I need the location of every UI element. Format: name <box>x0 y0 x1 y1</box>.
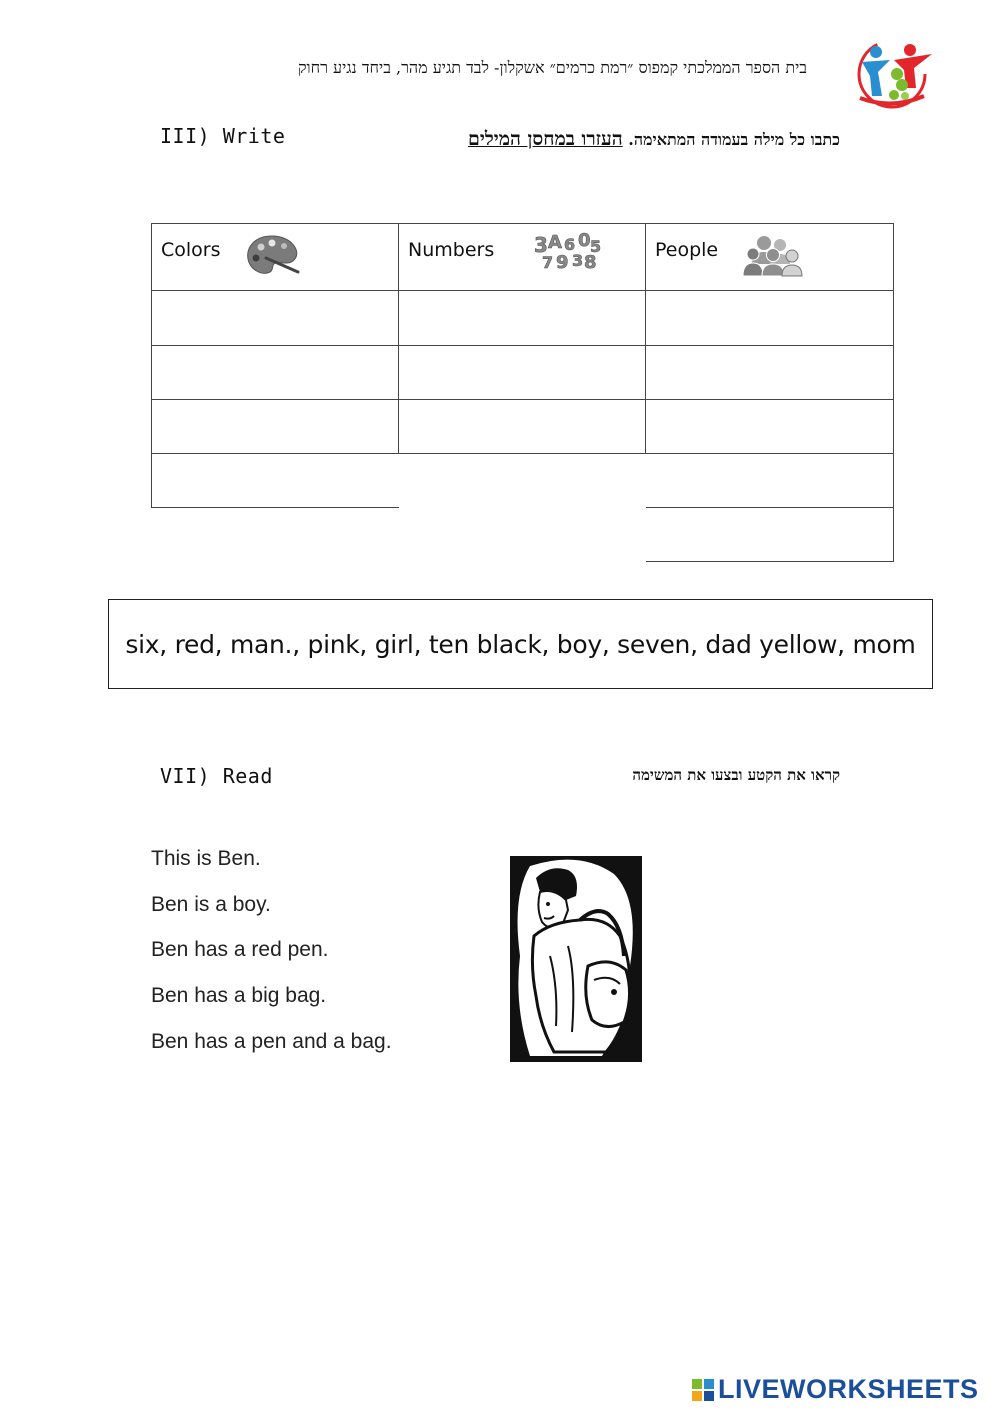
svg-text:3: 3 <box>572 251 584 270</box>
word-bank-reference: העזרו במחסן המילים <box>468 128 623 150</box>
boy-with-backpack-picture <box>510 856 642 1062</box>
people-icon <box>742 234 804 278</box>
svg-text:6: 6 <box>564 235 576 254</box>
liveworksheets-wordmark: LIVEWORKSHEETS <box>718 1374 979 1404</box>
liveworksheets-logo-icon <box>692 1379 714 1401</box>
palette-icon <box>244 232 304 278</box>
table-line <box>893 223 894 562</box>
numbers-answer-cell[interactable] <box>399 346 645 399</box>
table-line <box>151 507 399 508</box>
read-instruction: קראו את הקטע ובצעו את המשימה <box>632 766 840 784</box>
write-section-title: III) Write <box>160 124 286 148</box>
colors-answer-cell[interactable] <box>152 291 398 345</box>
word-bank-box <box>108 599 933 689</box>
numbers-answer-cell[interactable] <box>399 400 645 453</box>
svg-text:3: 3 <box>534 233 548 257</box>
word-bank-text: six, red, man., pink, girl, ten black, boy, seven, dad yellow, mom <box>125 629 916 659</box>
people-answer-cell[interactable] <box>646 454 893 507</box>
numbers-column-header: Numbers <box>408 239 495 261</box>
reading-line: Ben has a big bag. <box>151 984 327 1007</box>
people-answer-cell[interactable] <box>646 291 893 345</box>
colors-column-header: Colors <box>161 239 221 261</box>
school-logo-icon <box>842 38 942 110</box>
table-line <box>646 561 894 562</box>
colors-answer-cell[interactable] <box>152 346 398 399</box>
school-header-text: בית הספר הממלכתי קמפוס ״רמת כרמים״ אשקלון- לבד תגיע מהר, ביחד נגיע רחוק <box>297 58 807 77</box>
reading-line: Ben has a red pen. <box>151 938 329 961</box>
people-answer-cell[interactable] <box>646 508 893 561</box>
colors-answer-cell[interactable] <box>152 454 398 507</box>
reading-line: Ben is a boy. <box>151 893 271 916</box>
people-answer-cell[interactable] <box>646 400 893 453</box>
numbers-answer-cell[interactable] <box>399 291 645 345</box>
reading-line: Ben has a pen and a bag. <box>151 1030 392 1053</box>
people-column-header: People <box>655 239 719 261</box>
read-section-title: VII) Read <box>160 764 273 788</box>
write-instruction-text: כתבו כל מילה בעמודה המתאימה. <box>628 130 840 149</box>
numbers-icon <box>532 230 608 270</box>
svg-text:5: 5 <box>590 237 602 256</box>
people-answer-cell[interactable] <box>646 346 893 399</box>
table-line <box>151 223 894 224</box>
svg-text:8: 8 <box>584 252 597 270</box>
svg-text:0: 0 <box>578 230 591 251</box>
liveworksheets-brand <box>692 1374 979 1405</box>
reading-line: This is Ben. <box>151 847 261 870</box>
write-instruction <box>468 128 840 151</box>
svg-text:A: A <box>548 232 562 253</box>
svg-text:7: 7 <box>542 253 554 270</box>
colors-answer-cell[interactable] <box>152 400 398 453</box>
svg-text:9: 9 <box>556 252 569 270</box>
